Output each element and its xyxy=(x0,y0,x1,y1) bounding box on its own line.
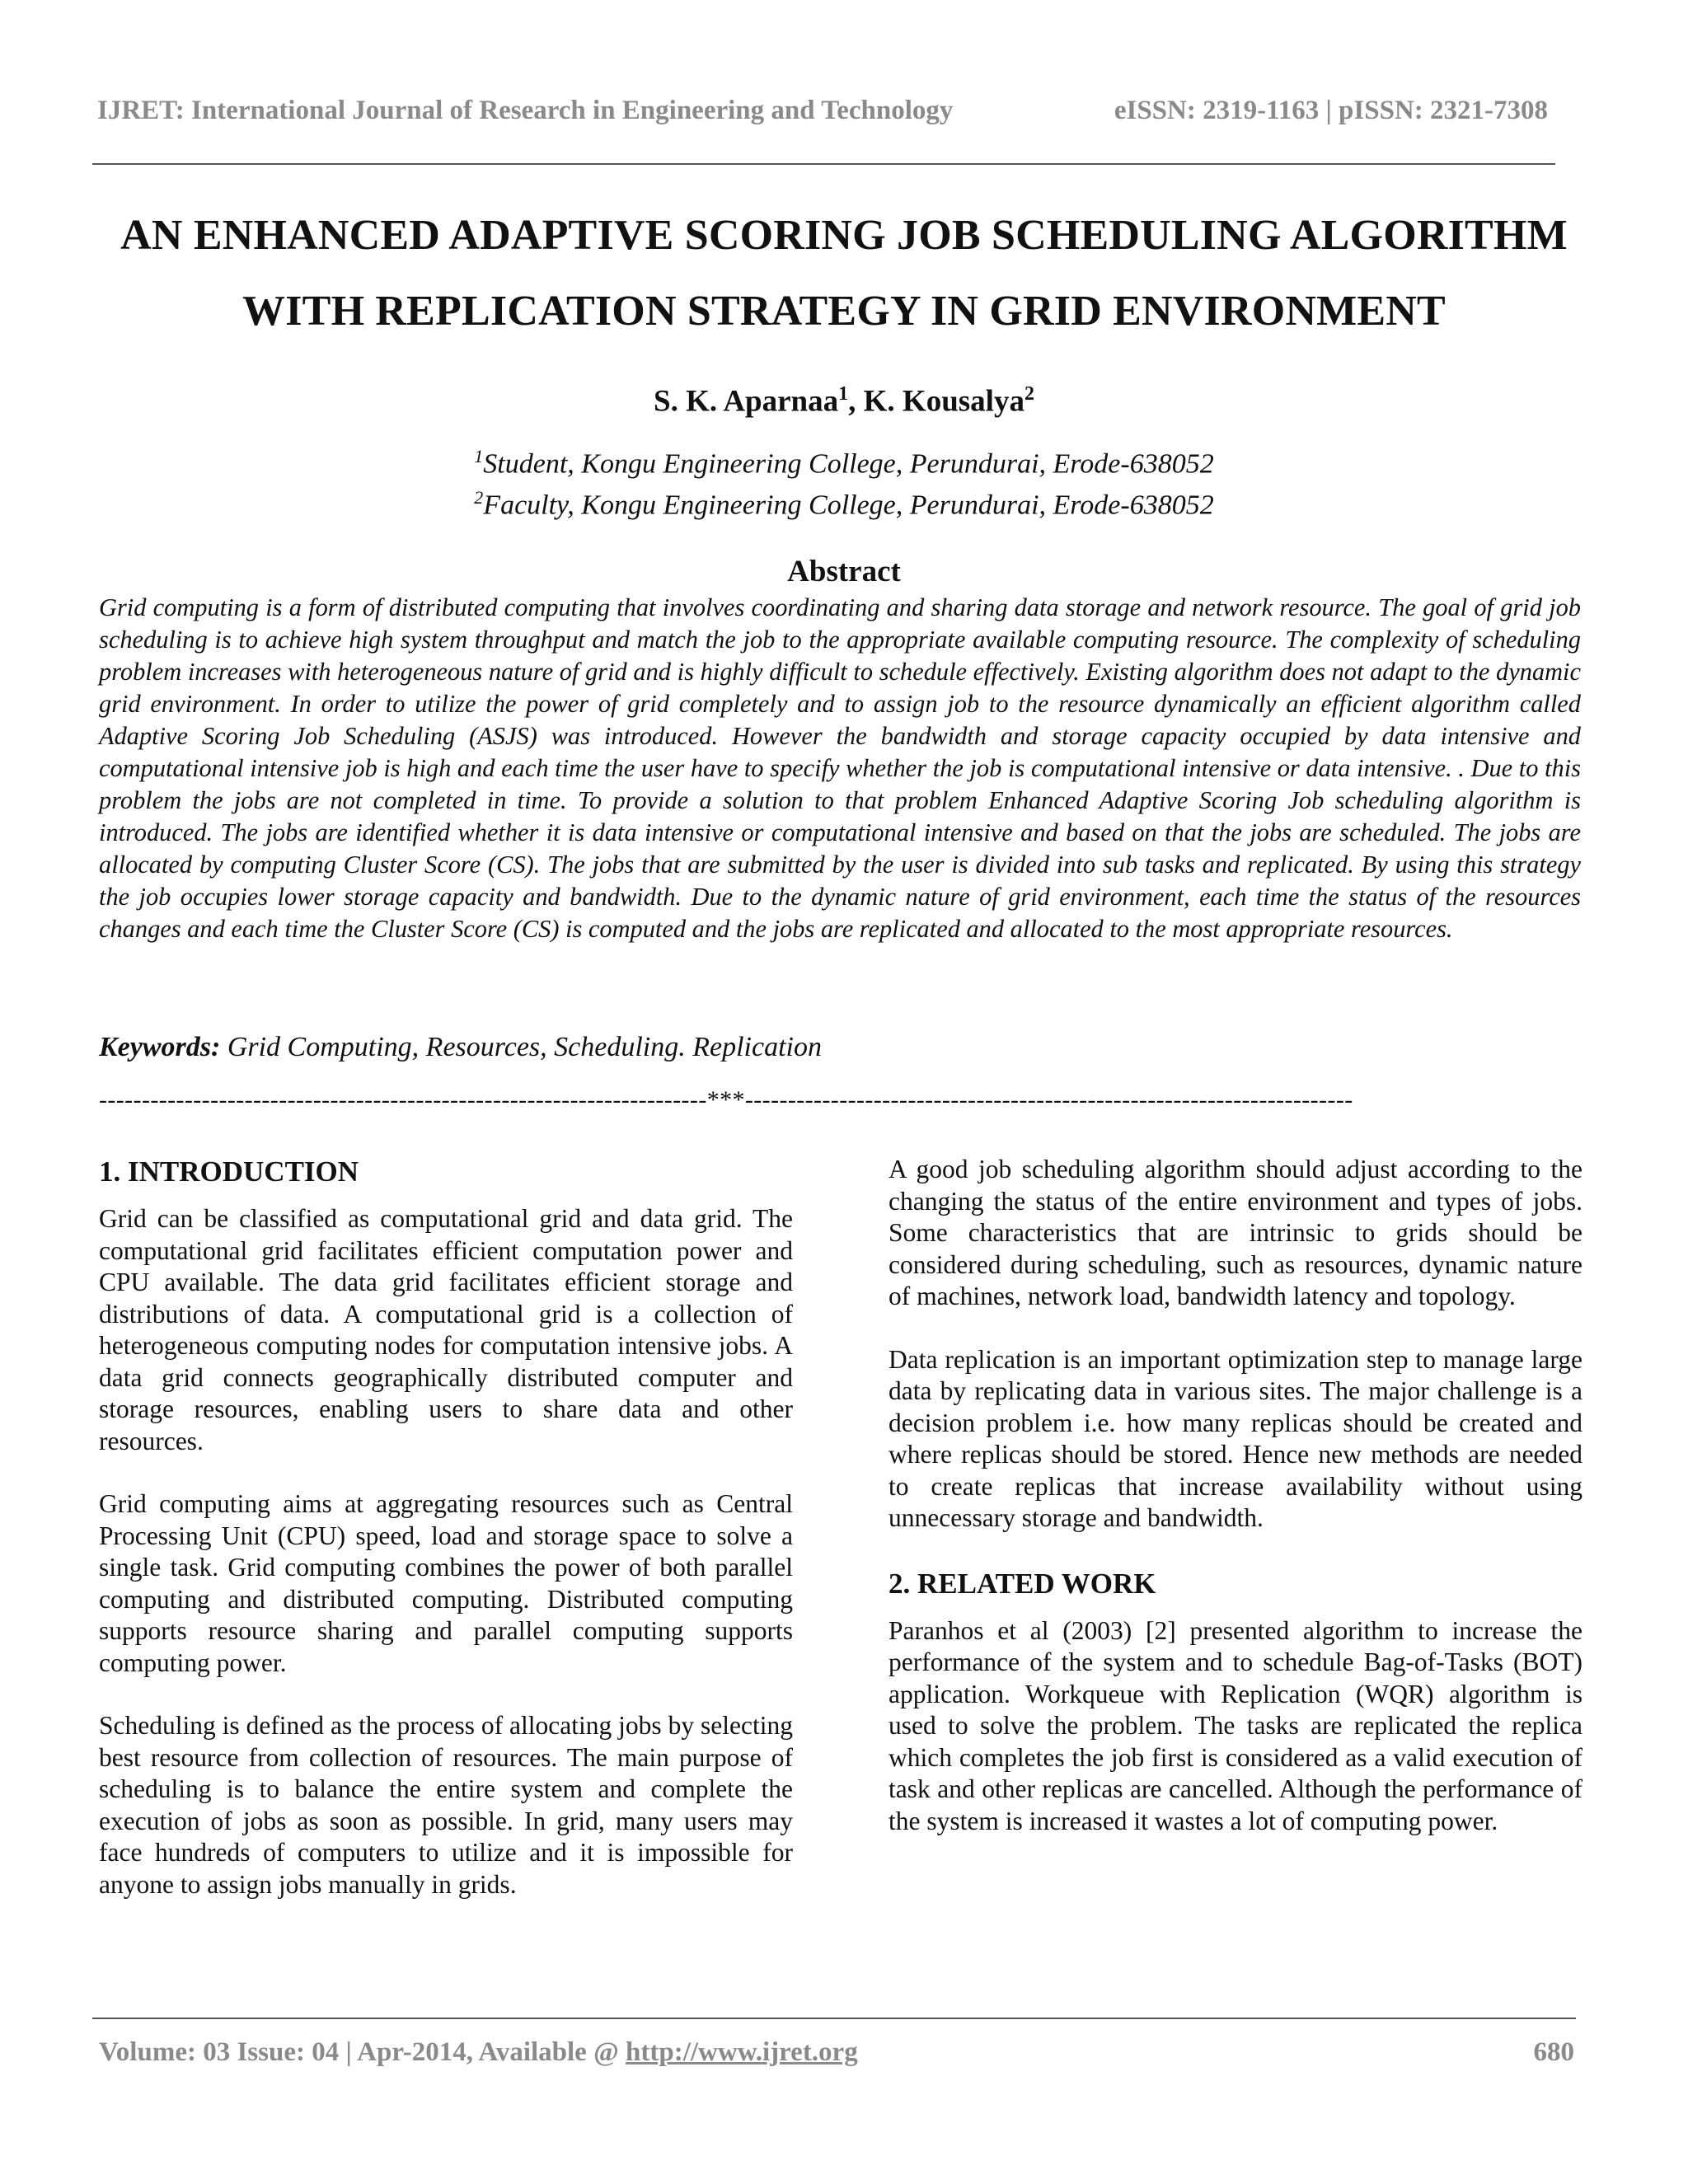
right-column xyxy=(889,1154,1582,1868)
intro-paragraph-2: Grid computing aims at aggregating resources such as Central Processing Unit (CPU) speed, load and storage space to solve a single task. Grid computing combines the power of both parallel computing and distributed computing. Distributed computing supports resource sharing and parallel computing supports computing power. xyxy=(99,1489,793,1677)
journal-name: IJRET: International Journal of Research in Engineering and Technology xyxy=(97,96,954,125)
footer-volume xyxy=(99,2037,858,2068)
affiliation-1 xyxy=(0,439,1688,480)
intro-paragraph-5: Data replication is an important optimization step to manage large data by replicating data in various sites. The major challenge is a decision problem i.e. how many replicas should be created and where replicas should be stored. Hence new methods are needed to create replicas that increase availability without using unnecessary storage and bandwidth. xyxy=(889,1344,1582,1532)
footer-volume-text: Volume: 03 Issue: 04 | Apr-2014, Available @ xyxy=(99,2037,626,2067)
title-line-2: WITH REPLICATION STRATEGY IN GRID ENVIRONMENT xyxy=(242,288,1446,335)
section-heading-related-work: 2. RELATED WORK xyxy=(889,1567,1156,1600)
affiliation-1-sup: 1 xyxy=(474,446,484,466)
affiliation-1-text: Student, Kongu Engineering College, Perundurai, Erode-638052 xyxy=(483,448,1214,480)
affiliation-2 xyxy=(0,480,1688,522)
author-2: K. Kousalya xyxy=(863,384,1025,419)
abstract-text: Grid computing is a form of distributed computing that involves coordinating and sharing data storage and network resource. The goal of grid job scheduling is to achieve high system throughput and match the job to the appropriate available computing resource. The complexity of scheduling problem increases with heterogeneous nature of grid and is highly difficult to schedule effectively. Existing algorithm does not adapt to the dynamic grid environment. In order to utilize the power of grid completely and to assign job to the resource dynamically an efficient algorithm called Adaptive Scoring Job Scheduling (ASJS) was introduced. However the bandwidth and storage capacity occupied by data intensive and computational intensive job is high and each time the user have to specify whether the job is computational intensive or data intensive. . Due to this problem the jobs are not completed in time. To provide a solution to that problem Enhanced Adaptive Scoring Job scheduling algorithm is introduced. The jobs are identified whether it is data intensive or computational intensive and based on that the jobs are scheduled. The jobs are allocated by computing Cluster Score (CS). The jobs that are submitted by the user is divided into sub tasks and replicated. By using this strategy the job occupies lower storage capacity and bandwidth. Due to the dynamic nature of grid environment, each time the status of the resources changes and each time the Cluster Score (CS) is computed and the jobs are replicated and allocated to the most appropriate resources. xyxy=(99,593,1581,943)
keywords-label: Keywords: xyxy=(99,1032,221,1062)
affiliations xyxy=(0,439,1688,523)
paper-title xyxy=(82,198,1606,349)
related-paragraph-1: Paranhos et al (2003) [2] presented algorithm to increase the performance of the system and to schedule Bag-of-Tasks (BOT) application. Workqueue with Replication (WQR) algorithm is used to solve the problem. The tasks are replicated the replica which completes the job first is considered as a valid execution of task and other replicas are cancelled. Although the performance of the system is increased it wastes a lot of computing power. xyxy=(889,1615,1582,1835)
page-number: 680 xyxy=(1533,2037,1574,2067)
footer-divider xyxy=(92,2018,1576,2019)
author-2-sup: 2 xyxy=(1024,383,1034,405)
left-column xyxy=(99,1154,793,1932)
author-1-sup: 1 xyxy=(838,383,849,405)
author-1: S. K. Aparnaa xyxy=(654,384,839,419)
running-footer xyxy=(99,2037,1574,2068)
keywords-text: Grid Computing, Resources, Scheduling. Replication xyxy=(220,1032,822,1062)
issn-info: eISSN: 2319-1163 | pISSN: 2321-7308 xyxy=(1114,96,1548,125)
affiliation-2-sup: 2 xyxy=(474,487,484,509)
keywords xyxy=(99,1032,822,1063)
affiliation-2-text: Faculty, Kongu Engineering College, Perundurai, Erode-638052 xyxy=(483,490,1214,521)
author-separator: , xyxy=(848,384,864,419)
authors xyxy=(0,383,1688,419)
running-header xyxy=(97,96,1548,126)
intro-paragraph-4: A good job scheduling algorithm should adjust according to the changing the status of the entire environment and types of jobs. Some characteristics that are intrinsic to grids should be considered during scheduling, such as resources, dynamic nature of machines, network load, bandwidth latency and topology. xyxy=(889,1155,1582,1310)
section-heading-introduction: 1. INTRODUCTION xyxy=(99,1155,359,1188)
abstract-heading: Abstract xyxy=(787,555,901,588)
intro-paragraph-3: Scheduling is defined as the process of allocating jobs by selecting best resource from collection of resources. The main purpose of scheduling is to balance the entire system and complete the execution of jobs as soon as possible. In grid, many users may face hundreds of computers to utilize and it is impossible for anyone to assign jobs manually in grids. xyxy=(99,1711,793,1899)
intro-paragraph-1: Grid can be classified as computational grid and data grid. The computational grid facilitates efficient computation power and CPU available. The data grid facilitates efficient storage and distributions of data. A computational grid is a collection of heterogeneous computing nodes for computation intensive jobs. A data grid connects geographically distributed computer and storage resources, enabling users to share data and other resources. xyxy=(99,1204,793,1455)
title-line-1: AN ENHANCED ADAPTIVE SCORING JOB SCHEDULING ALGORITHM xyxy=(120,212,1568,259)
section-separator: -----------------------------------------------------------------------***----------------------------------------------------------------------- xyxy=(99,1086,1353,1113)
journal-link[interactable]: http://www.ijret.org xyxy=(626,2037,858,2067)
header-divider xyxy=(92,163,1555,165)
